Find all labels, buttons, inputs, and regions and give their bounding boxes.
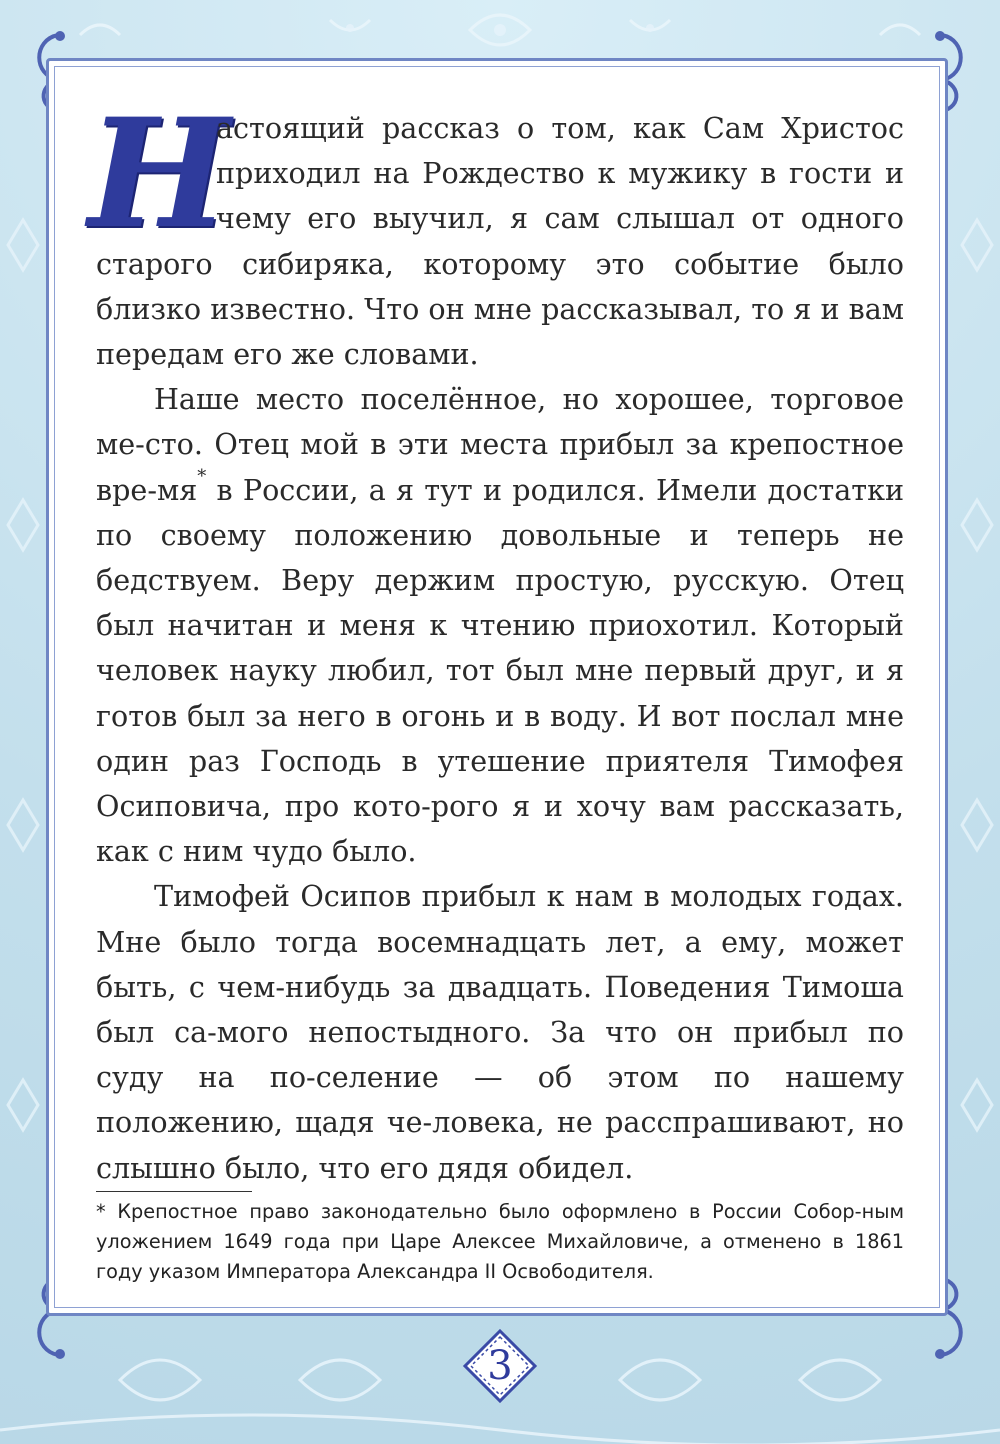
ornament-side-left [0,200,46,1200]
ornament-top [0,0,1000,60]
drop-cap: Н [88,86,230,262]
paragraph-3: Тимофей Осипов прибыл к нам в молодых годах. Мне было тогда восемнадцать лет, а ему, может быть, с чем-нибудь за двадцать. Поведения Тимоша был са-мого непостыдного. За что он прибыл по суду на по-селение — об этом по нашему положению, щадя че-ловека, не расспрашивают, но слышно было, что его дядя обидел. [96,879,904,1185]
page-number: 3 [487,1343,513,1389]
paragraph-2 [96,377,904,874]
body-text [88,86,904,1191]
page-number-badge [462,1328,538,1404]
footnote-divider [96,1191,252,1192]
footnote-reference: * [197,465,207,487]
ornament-side-right [954,200,1000,1200]
paragraph-1-text: астоящий рассказ о том, как Сам Христос приходил на Рождество к мужику в гости и чему его выучил, я сам слышал от одного старого сибиряка, которому это событие было близко известно. Что он мне рассказывал, то я и вам передам его же словами. [96,111,904,372]
paragraph-1 [88,86,904,377]
paragraph-2-text-b: в России, а я тут и родился. Имели достатки по своему положению довольные и теперь не бедствуем. Веру держим простую, русскую. Отец был начитан и меня к чтению приохотил. Который человек науку любил, тот был мне первый друг, и я готов был за него в огонь и в воду. И вот послал мне один раз Господь в утешение приятеля Тимофея Осиповича, про кото-рого я и хочу вам рассказать, как с ним чудо было. [96,472,904,869]
footnote-text: Крепостное право законодательно было оформлено в России Собор-ным уложением 1649 года при Царе Алексее Михайловиче, а отменено в 1861 году указом Императора Александра II Освободителя. [96,1200,904,1283]
footnote-marker: * [96,1200,106,1223]
paragraph-2-text-a: Наше место поселённое, но хорошее, торговое ме-сто. Отец мой в эти места прибыл за крепостное вре-мя [96,382,904,507]
footnote [96,1197,904,1287]
